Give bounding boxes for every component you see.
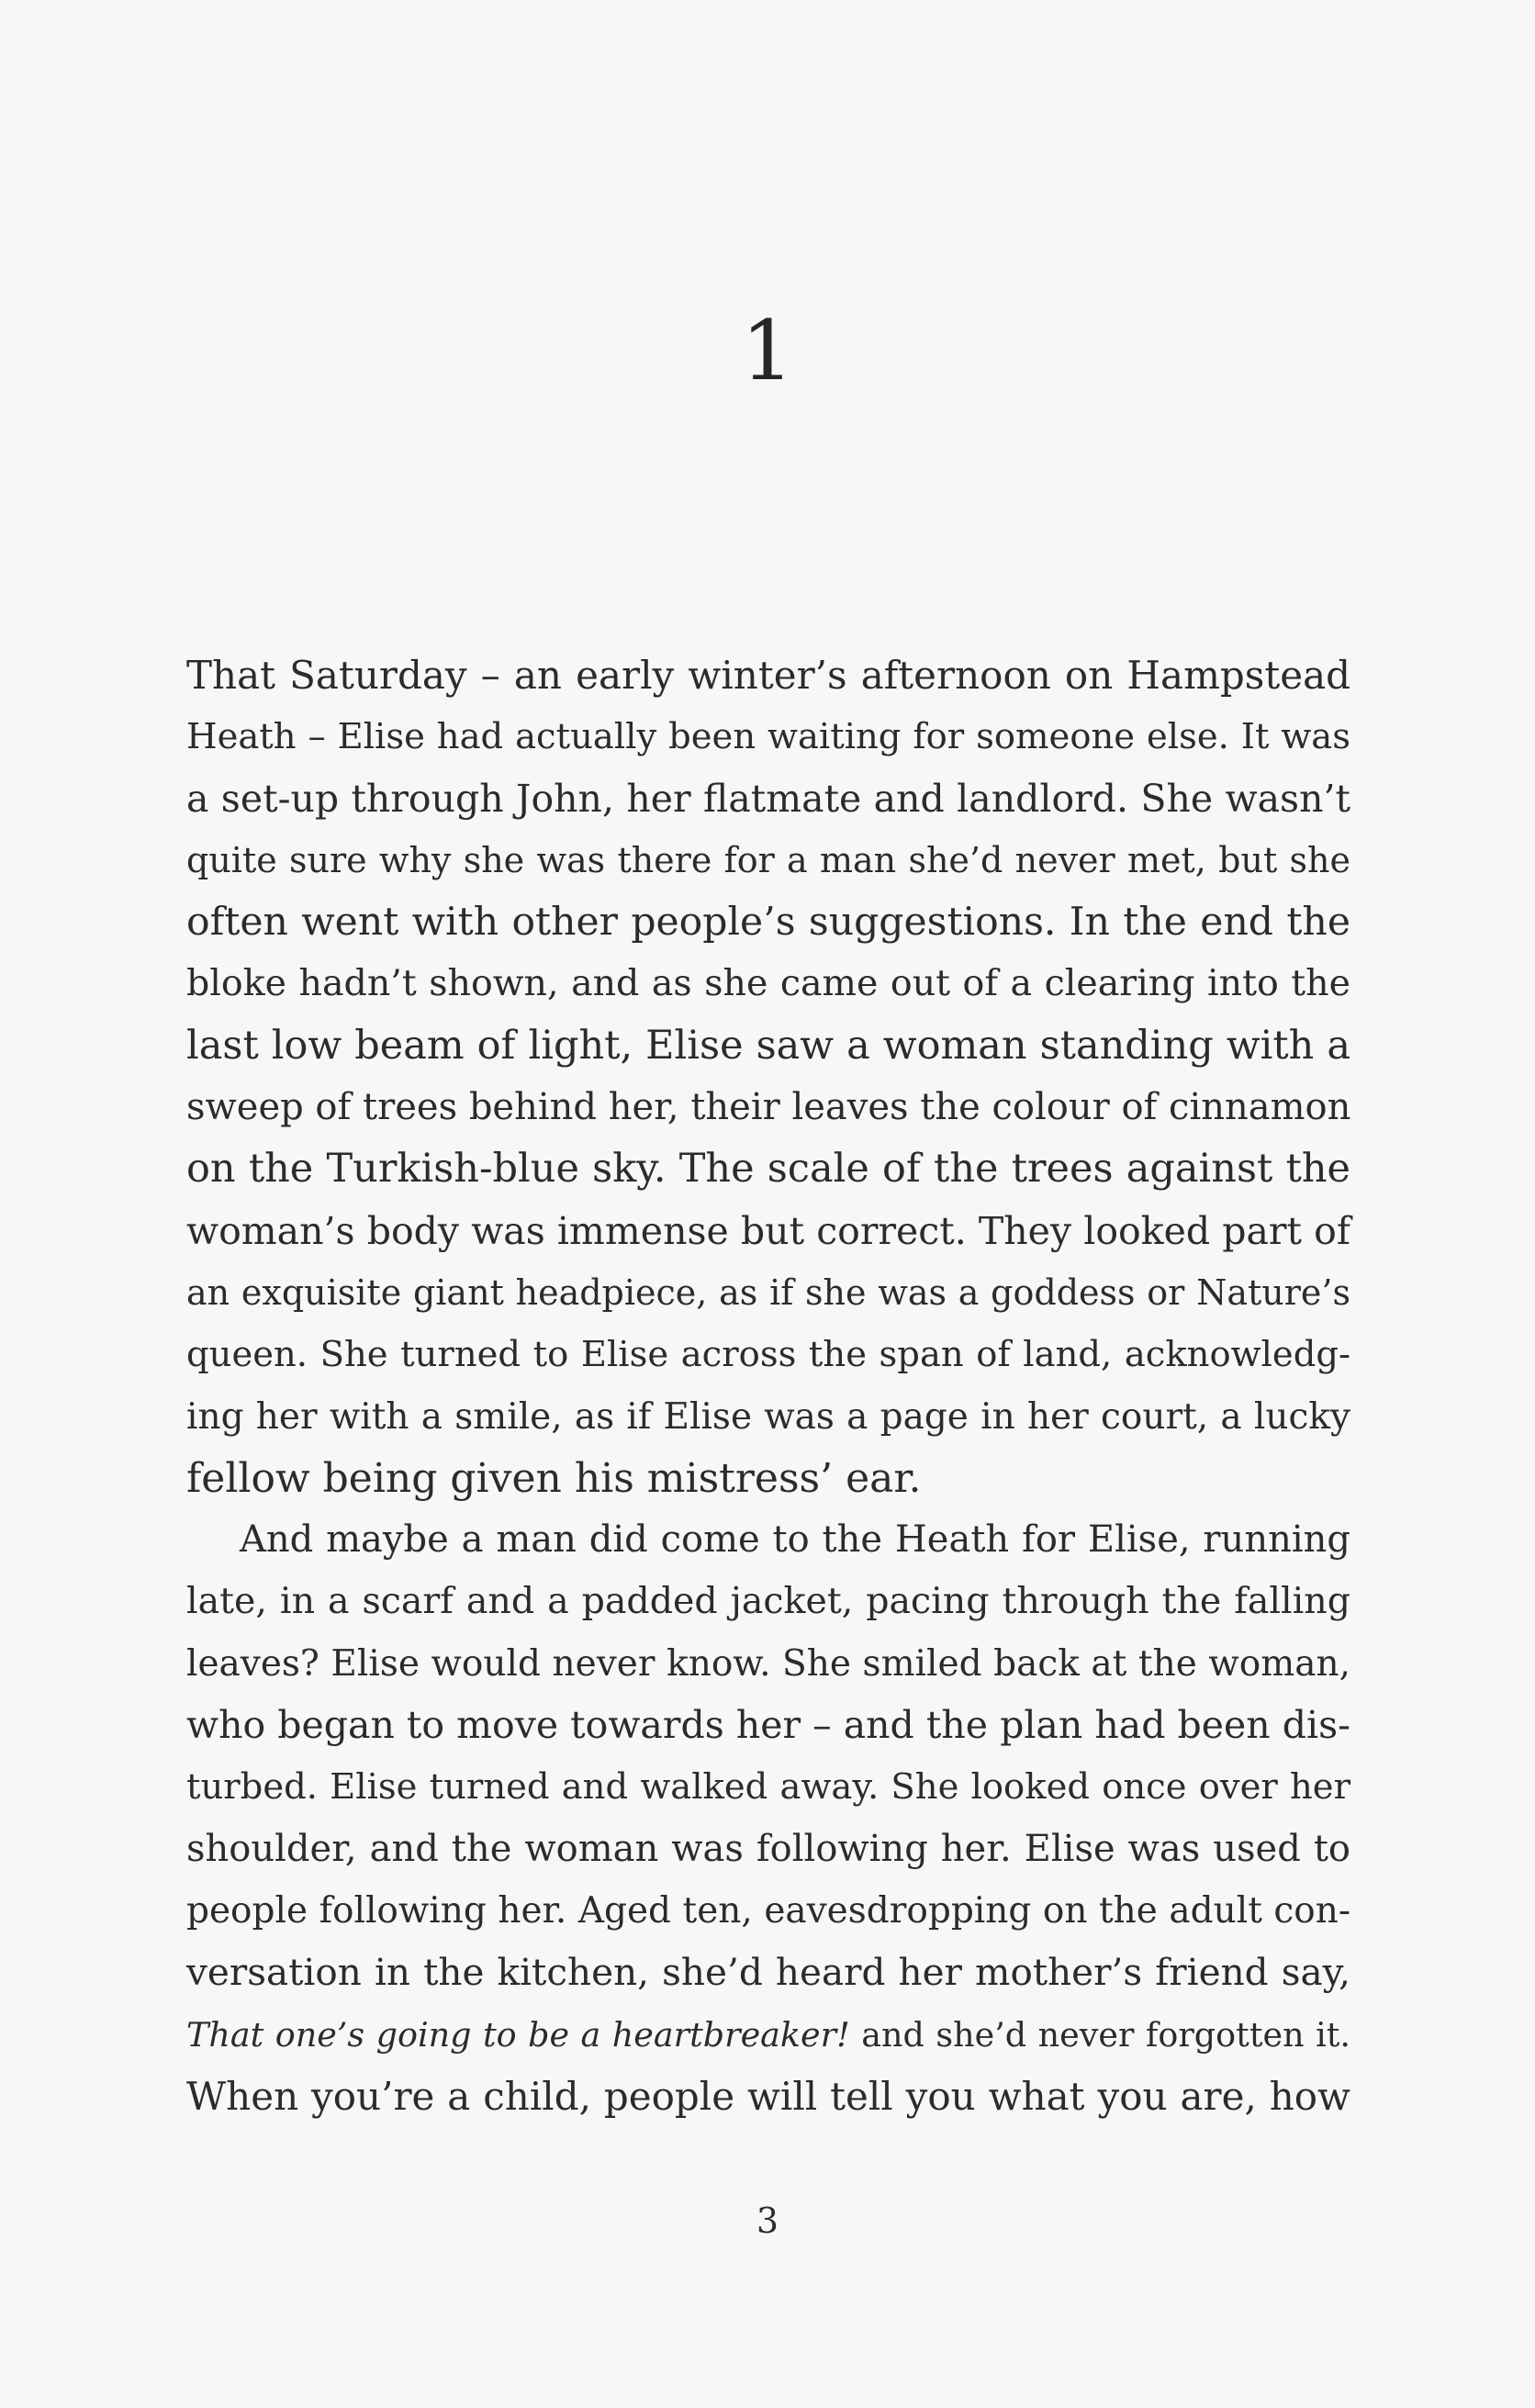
text-line: who began to move towards her – and the plan had been dis- <box>186 1703 1350 1748</box>
text-line: turbed. Elise turned and walked away. She looked once over her <box>186 1766 1350 1809</box>
text-line-with-italic <box>186 2004 1350 2066</box>
text-line: quite sure why she was there for a man she’d never met, but she <box>186 839 1350 880</box>
text-line: ing her with a smile, as if Elise was a page in her court, a lucky <box>186 1395 1350 1438</box>
italic-quote: That one’s going to be a heartbreaker! <box>186 2014 850 2055</box>
text-line: a set-up through John, her flatmate and landlord. She wasn’t <box>186 776 1350 821</box>
text-line: And maybe a man did come to the Heath for Elise, running <box>240 1518 1350 1562</box>
text-line: versation in the kitchen, she’d heard her mother’s friend say, <box>186 1950 1350 1995</box>
text-line: leaves? Elise would never know. She smiled back at the woman, <box>186 1642 1350 1685</box>
text-line: bloke hadn’t shown, and as she came out of a clearing into the <box>186 962 1350 1005</box>
text-line: shoulder, and the woman was following her. Elise was used to <box>186 1827 1350 1870</box>
text-line: on the Turkish-blue sky. The scale of the trees against the <box>186 1146 1350 1193</box>
text-line: queen. She turned to Elise across the span of land, acknowledg- <box>186 1334 1350 1376</box>
page-number: 3 <box>756 2201 779 2241</box>
text-line: woman’s body was immense but correct. They looked part of <box>186 1208 1350 1253</box>
text-line: Heath – Elise had actually been waiting for someone else. It was <box>186 716 1350 758</box>
text-line: last low beam of light, Elise saw a woman standing with a <box>186 1022 1350 1069</box>
text-line: an exquisite giant headpiece, as if she was a goddess or Nature’s <box>186 1271 1350 1313</box>
text-line: When you’re a child, people will tell you what you are, how <box>186 2073 1350 2119</box>
text-line: fellow being given his mistress’ ear. <box>186 1454 922 1502</box>
paragraph-2 <box>186 1509 1350 2127</box>
text-fragment: and she’d never forgotten it. <box>849 2014 1351 2055</box>
text-line: late, in a scarf and a padded jacket, pacing through the falling <box>186 1580 1350 1623</box>
chapter-body <box>186 644 1350 2127</box>
paragraph-1 <box>186 644 1350 1509</box>
text-line: people following her. Aged ten, eavesdropping on the adult con- <box>186 1889 1350 1932</box>
text-line: That Saturday – an early winter’s afternoon on Hampstead <box>186 653 1350 698</box>
chapter-number: 1 <box>741 303 794 399</box>
text-line: often went with other people’s suggestions. In the end the <box>186 900 1350 946</box>
text-line: sweep of trees behind her, their leaves the colour of cinnamon <box>186 1086 1351 1129</box>
